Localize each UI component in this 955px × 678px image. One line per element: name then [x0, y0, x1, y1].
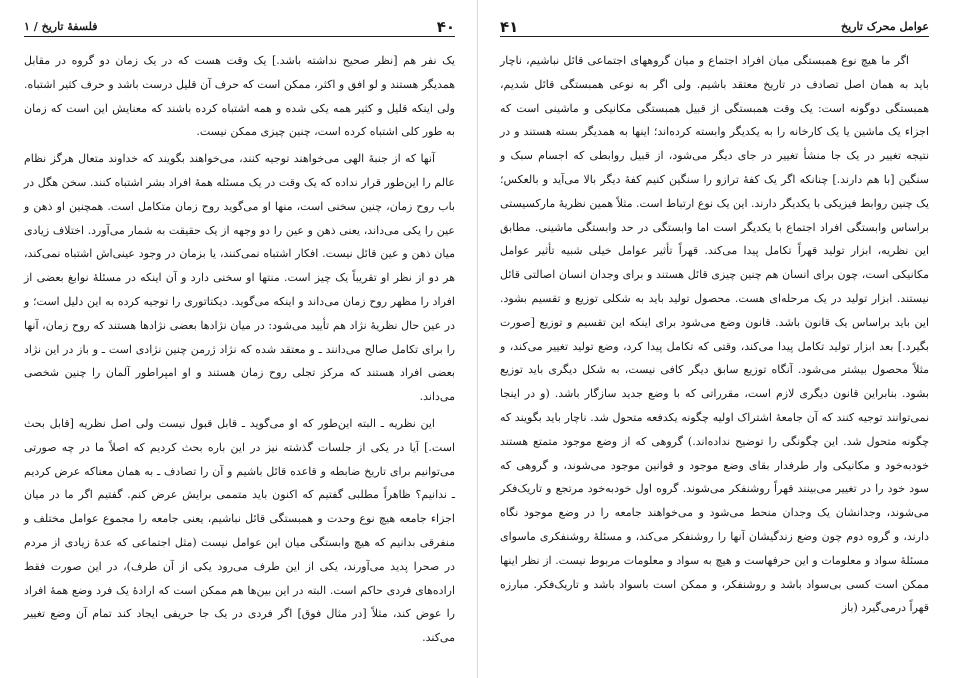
page-body [500, 37, 929, 620]
page-number: ۴۱ [500, 18, 519, 36]
paragraph: آنها که از جنبهٔ الهی می‌خواهند توجیه کنند، می‌خواهند بگویند که خداوند متعال هرگز نظام عالم را این‌طور قرار نداده که یک وقت در یک مسئله همهٔ افراد بشر اشتباه کنند. سخن هگل در باب روح زمان، چنین سخنی است، منها او می‌گوید روح زمان متکامل است. همچنین او ذهن و عین را یکی می‌داند، یعنی ذهن و عین را دو وجهه از یک حقیقت به شمار می‌آورد. اختلاف زیادی میان ذهن و عین قائل نیست. افکار اشتباه نمی‌کنند، یا بزمان در وجود عینی‌اش اشتباه نمی‌کند، هر دو از نظر او تقریباً یک چیز است. منتها او سخنی دارد و آن اینکه در مسئلهٔ نوابغ بعضی از افراد را مظهر روح زمان می‌داند و اینکه می‌گوید. دیکتاتوری را توجیه کرده به این دلیل است؛ و در عین حال نظریهٔ نژاد هم تأیید می‌شود: در میان نژادها بعضی نژادها هستند که روح زمان، آنها را برای تکامل صالح می‌دانند ـ و معتقد شده که نژاد ژرمن چنین نژادی است ـ و باز در این نژاد بعضی افراد هستند که مرکز تجلی روح زمان هستند و او امپراطور آلمان را چنین شخصی می‌داند. [24, 152, 455, 404]
page-header [500, 6, 929, 37]
running-title: عوامل محرک تاریخ [841, 20, 929, 33]
paragraph: این نظریه ـ البته این‌طور که او می‌گوید ـ قابل قبول نیست ولی اصل نظریه [قابل بحث است.] آیا در یکی از جلسات گذشته نیز در این باره بحث کردیم که اصلاً ما در چه صورتی می‌توانیم برای تاریخ ضابطه و قاعده قائل باشیم و آن را تصادف ـ به همان معناکه عرض کردیم ـ ندانیم؟ ظاهراً مطلبی گفتیم که اکنون باید متممی برایش عرض کنم. گفتیم اگر ما در میان اجزاء جامعه هیچ نوع وحدت و همبستگی قائل نباشیم، یعنی جامعه را مجموع عوامل مختلف و منفرقی بدانیم که هیچ وابستگی میان این عوامل نیست (مثل اجتماعی که عدهٔ زیادی از مردم در صحرا پدید می‌آورند، یکی از این طرف می‌رود یکی از آن طرف)، در این صورت فقط اراده‌های فردی حاکم است. البته در این بین‌ها هم ممکن است که ارادهٔ یک فرد وضع همهٔ افراد را عوض کند، مثلاً [در مثال فوق] اگر فردی در یک جا حریفی ایجاد کند تمام آن وضع تغییر می‌کند. [24, 416, 455, 645]
paragraph: اگر ما هیچ نوع همبستگی میان افراد اجتماع و میان گروههای اجتماعی قائل نباشیم، ناچار باید به همان اصل تصادف در تاریخ معتقد باشیم. ولی اگر به نوعی همبستگی قائل شدیم، همبستگی دوگونه است: یک وقت همبستگی از قبیل همبستگی مکانیکی و ماشینی است که اجزاء یک ماشین یا یک کارخانه را به یکدیگر وابسته کرده‌اند؛ اینها به همدیگر بسته هستند و در نتیجه تغییر در یک جا منشأ تغییر در جای دیگر می‌شود، از قبیل روابطی که اجسام سبک و سنگین [با هم دارند.] چنانکه اگر یک کفهٔ ترازو را سنگین کنیم کفهٔ دیگر بالا می‌آید و بالعکس؛ یک چنین روابط فیزیکی با یکدیگر دارند. این یک نوع ارتباط است. مثلاً همین نظریهٔ مارکسیستی براساس وابستگی افراد اجتماع با یکدیگر است اما وابستگی در حد وابستگی ماشینی. مطابق این نظریه، ابزار تولید قهراً تکامل پیدا می‌کند. قهراً تأثیر عوامل خیلی شبیه تأثیر عوامل مکانیکی است، چون برای انسان هم چنین چیزی قائل هستند و برای وجدان انسان اصالتی قائل نیستند. ابزار تولید در یک مرحله‌ای هست. محصول تولید باید به شکلی توزیع و تقسیم بشود. این باید براساس یک قانون باشد. قانون وضع می‌شود برای اینکه این تقسیم و توزیع [صورت بگیرد.] بعد ابزار تولید تکامل پیدا می‌کند، وقتی که تکامل پیدا کرد، وضع تولید تغییر می‌کند، و مثلاً محصول بیشتر می‌شود. آنگاه توزیع سابق دیگر کافی نیست، به شکل دیگری باید توزیع بشود. بنابراین قانون دیگری لازم است، مقرراتی که با وضع جدید سازگار باشد. (و در اینجا نمی‌توانند توجیه کنند که آن جامعهٔ اشتراک اولیه چگونه یکدفعه متحول شد. ناچار باید بگویند که چگونه متحول شد. این چگونگی را توضیح نداده‌اند.) گروهی که از وضع موجود متمتع هستند خودبه‌خود و مکانیکی وار طرفدار بقای وضع موجود و قوانین موجود می‌شوند، و گروهی که سود خود را در تغییر می‌بینند قهراً روشنفکر می‌شوند. گروه اول خودبه‌خود مرتجع و تاریک‌فکر می‌شوند، وجدانشان یک وجدان منحط می‌شود و می‌خواهند جامعه را در وضع موجود نگاه دارند، و گروه دوم چون وضع زندگیشان آنها را روشنفکر می‌کند، و مسئلهٔ روشنفکری ماسوای مسئلهٔ سواد و معلومات و این حرفهاست و هیچ به سواد و معلومات مربوط نیست. از نظر اینها ممکن است کسی بی‌سواد باشد و روشنفکر، و ممکن است باسواد باشد و تاریک‌فکر. مبارزه قهراً درمی‌گیرد (باز [500, 54, 929, 615]
paragraph: یک نفر هم [نظر صحیح نداشته باشد.] یک وقت هست که در یک زمان دو گروه در مقابل همدیگر هستند و لو افق و اکثر، ممکن است که حرف آن قلیل درست باشد و حرف کثیر اشتباه. ولی اینکه قلیل و کثیر همه یکی شده و همه اشتباه کرده باشند که معنایش این است که زمان به طور کلی اشتباه کرده است، چنین چیزی ممکن نیست. [24, 54, 456, 139]
page-number: ۴۰ [436, 18, 455, 36]
gutter-divider [477, 0, 478, 678]
left-page [0, 0, 477, 678]
page-body [24, 37, 455, 650]
right-page [478, 0, 955, 678]
running-title: فلسفهٔ تاریخ / ۱ [24, 20, 98, 33]
page-header [24, 6, 455, 37]
